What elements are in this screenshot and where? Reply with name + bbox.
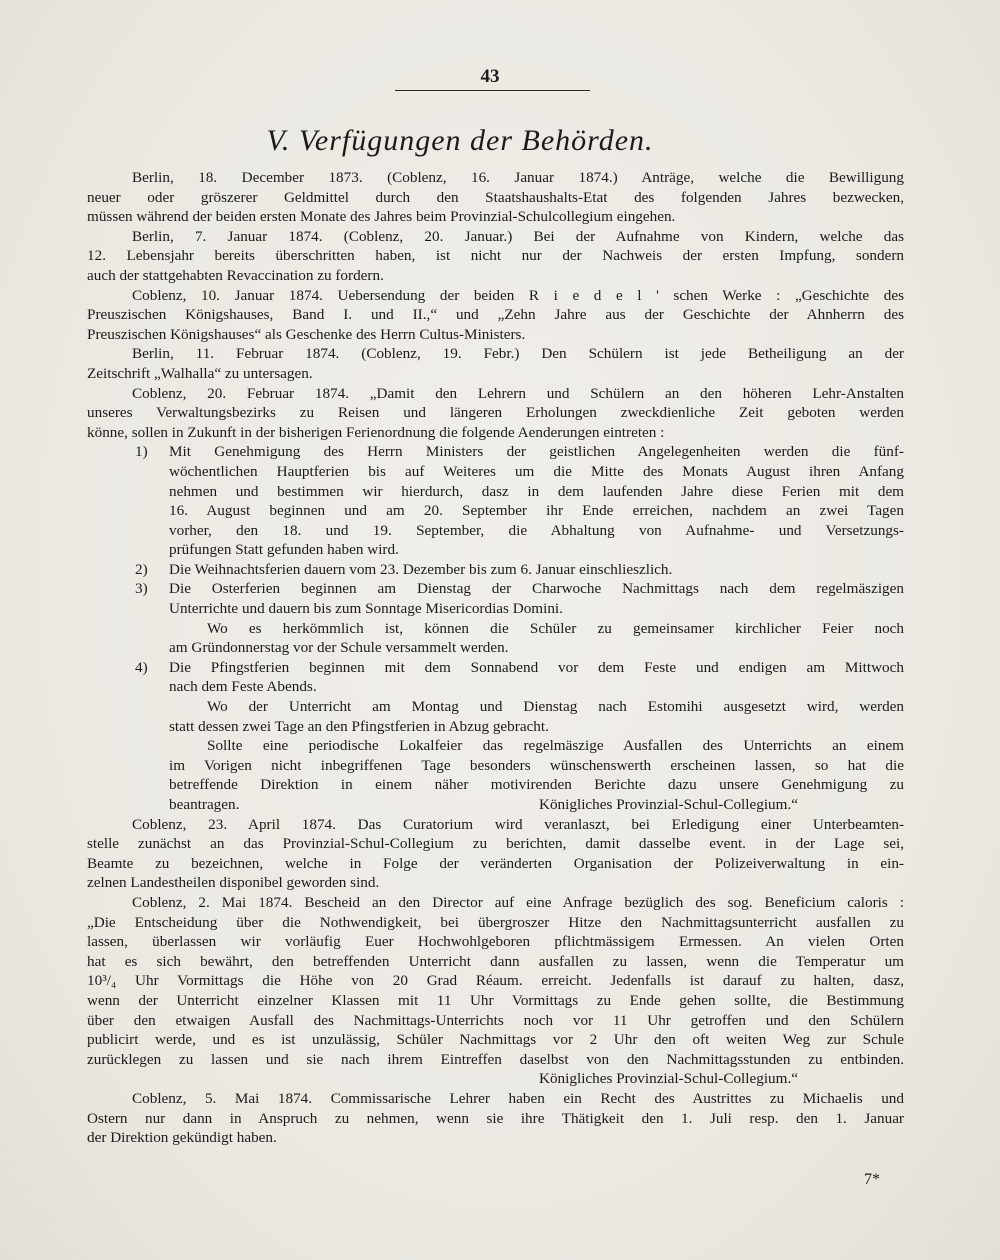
text-segment: Die Pfingstferien beginnen mit dem Sonnabend vor dem Feste und endigen am Mittwoch	[169, 658, 904, 676]
text-line: hat es sich bewährt, den betreffenden Unterricht dann ausfallen zu lassen, wenn die Temperatur um	[87, 952, 904, 970]
list-item-line	[87, 560, 904, 580]
text-line: „Die Entscheidung über die Nothwendigkeit, bei übergroszer Hitze den Nachmittagsunterricht ausfallen zu	[87, 913, 904, 931]
signature-line: Königliches Provinzial-Schul-Collegium.“	[539, 796, 798, 813]
list-item-line	[87, 658, 904, 678]
item-number: 3)	[135, 580, 148, 598]
text-line: Coblenz, 23. April 1874. Das Curatorium wird veranlaszt, bei Erledigung einer Unterbeamten-	[132, 815, 904, 833]
text-line: Coblenz, 20. Februar 1874. „Damit den Lehrern und Schülern an den höheren Lehr-Anstalten	[132, 384, 904, 402]
list-item-line	[87, 442, 904, 462]
text-line: im Vorigen nicht inbegriffenen Tage besonders wünschenswerth erscheinen lassen, so hat die	[169, 756, 904, 774]
text-line: Beamte zu bezeichnen, welche in Folge der veränderten Organisation der Polizeiverwaltung in ein-	[87, 854, 904, 872]
item-number: 1)	[135, 443, 148, 461]
text-line: prüfungen Statt gefunden haben wird.	[169, 541, 399, 559]
text-line: wöchentlichen Hauptferien bis auf Weiteres um die Mitte des Monats August ihren Anfang	[169, 462, 904, 480]
text-line: Coblenz, 2. Mai 1874. Bescheid an den Director auf eine Anfrage bezüglich des sog. Beneficium caloris :	[132, 893, 904, 911]
text-line: betreffende Direktion in einem näher motivirenden Berichte dazu unsere Genehmigung zu	[169, 776, 904, 794]
text-line: vorher, den 18. und 19. September, die Abhaltung von Aufnahme- und Versetzungs-	[169, 521, 904, 539]
body-text	[87, 168, 904, 1148]
text-line: statt dessen zwei Tage an den Pfingstferien in Abzug gebracht.	[169, 717, 549, 735]
header-rule	[395, 90, 590, 91]
text-line: Berlin, 11. Februar 1874. (Coblenz, 19. Febr.) Den Schülern ist jede Betheiligung an der	[132, 345, 904, 363]
text-line: wenn der Unterricht einzelner Klassen mit 11 Uhr Vormittags zu Ende gehen sollte, die Bestimmung	[87, 991, 904, 1009]
text-line: der Direktion gekündigt haben.	[87, 1129, 277, 1147]
text-line: neuer oder gröszerer Geldmittel durch den Staatshaushalts-Etat des folgenden Jahres bezwecken,	[87, 188, 904, 206]
text-line: Zeitschrift „Walhalla“ zu untersagen.	[87, 364, 313, 382]
text-line: unseres Verwaltungsbezirks zu Reisen und längeren Erholungen zweckdienliche Zeit geboten werden	[87, 404, 904, 422]
text-line: Preuszischen Königshauses, Band I. und II.,“ und „Zehn Jahre aus der Geschichte der Ahnherrn des	[87, 306, 904, 324]
text-line: 16. August beginnen und am 20. September ihr Ende erreichen, nachdem an zwei Tagen	[169, 502, 904, 520]
page-number: 43	[480, 66, 500, 87]
text-line: müssen während der beiden ersten Monate des Jahres beim Provinzial-Schulcollegium eingehen.	[87, 208, 676, 226]
text-line: 10³/₄ Uhr Vormittags die Höhe von 20 Grad Réaum. erreicht. Jedenfalls ist darauf zu halten, dasz,	[87, 972, 904, 990]
item-number: 2)	[135, 560, 148, 578]
text-line: nach dem Feste Abends.	[169, 678, 317, 696]
text-line: am Gründonnerstag vor der Schule versammelt werden.	[169, 639, 509, 657]
text-segment: beantragen.	[169, 796, 240, 813]
text-line: Coblenz, 10. Januar 1874. Uebersendung der beiden R i e d e l ' schen Werke : „Geschichte des	[132, 286, 904, 304]
text-line: Wo es herkömmlich ist, können die Schüler zu gemeinsamer kirchlicher Feier noch	[207, 619, 904, 637]
text-line: zurücklegen zu lassen und sie nach ihrem Eintreffen daselbst von den Nachmittagsstunden zu entbinden.	[87, 1050, 904, 1068]
text-line	[87, 795, 904, 815]
text-line: Wo der Unterricht am Montag und Dienstag nach Estomihi ausgesetzt wird, werden	[207, 698, 904, 716]
signature-mark: 7*	[864, 1171, 880, 1188]
text-line: Sollte eine periodische Lokalfeier das regelmäszige Ausfallen des Unterrichts an einem	[207, 737, 904, 755]
text-line: Berlin, 18. December 1873. (Coblenz, 16. Januar 1874.) Anträge, welche die Bewilligung	[132, 169, 904, 186]
text-segment: Die Osterferien beginnen am Dienstag der Charwoche Nachmittags nach dem regelmäszigen	[169, 580, 904, 598]
text-line: zelnen Landestheilen disponibel geworden sind.	[87, 874, 380, 892]
text-line: Coblenz, 5. Mai 1874. Commissarische Lehrer haben ein Recht des Austrittes zu Michaelis und	[132, 1089, 904, 1107]
text-line: publicirt werde, und es ist unzulässig, Schüler Nachmittags vor 2 Uhr den oft weiten Weg zur Schule	[87, 1031, 904, 1049]
text-line: lassen, überlassen wir vorläufig Euer Hochwohlgeboren pflichtmässigem Ermessen. An vielen Orten	[87, 933, 904, 951]
text-line: stelle zunächst an das Provinzial-Schul-Collegium zu berichten, damit dasselbe event. in der Lage sei,	[87, 835, 904, 853]
text-line: Berlin, 7. Januar 1874. (Coblenz, 20. Januar.) Bei der Aufnahme von Kindern, welche das	[132, 227, 904, 245]
item-number: 4)	[135, 658, 148, 676]
text-line: Preuszischen Königshauses“ als Geschenke des Herrn Cultus-Ministers.	[87, 325, 526, 343]
section-title: V. Verfügungen der Behörden.	[266, 124, 654, 157]
signature-line: Königliches Provinzial-Schul-Collegium.“	[539, 1070, 798, 1088]
list-item-line	[87, 579, 904, 599]
text-line: könne, sollen in Zukunft in der bisherigen Ferienordnung die folgende Aenderungen eintreten :	[87, 423, 665, 441]
text-line	[87, 1069, 904, 1089]
text-line: Ostern nur dann in Anspruch zu nehmen, wenn sie ihre Thätigkeit den 1. Juli resp. den 1. Januar	[87, 1109, 904, 1127]
text-segment: Die Weihnachtsferien dauern vom 23. Dezember bis zum 6. Januar einschlieszlich.	[169, 560, 673, 578]
text-line: nehmen und bestimmen wir hierdurch, dasz in dem laufenden Jahre diese Ferien mit dem	[169, 482, 904, 500]
text-line: über den etwaigen Ausfall des Nachmittags-Unterrichts noch vor 11 Uhr getroffen und den Schülern	[87, 1011, 904, 1029]
text-line: Unterrichte und dauern bis zum Sonntage Misericordias Domini.	[169, 600, 563, 618]
text-line: auch der stattgehabten Revaccination zu fordern.	[87, 266, 384, 284]
text-line: 12. Lebensjahr bereits überschritten haben, ist nicht nur der Nachweis der ersten Impfung, sondern	[87, 247, 904, 265]
text-segment: Mit Genehmigung des Herrn Ministers der geistlichen Angelegenheiten werden die fünf-	[169, 443, 904, 461]
